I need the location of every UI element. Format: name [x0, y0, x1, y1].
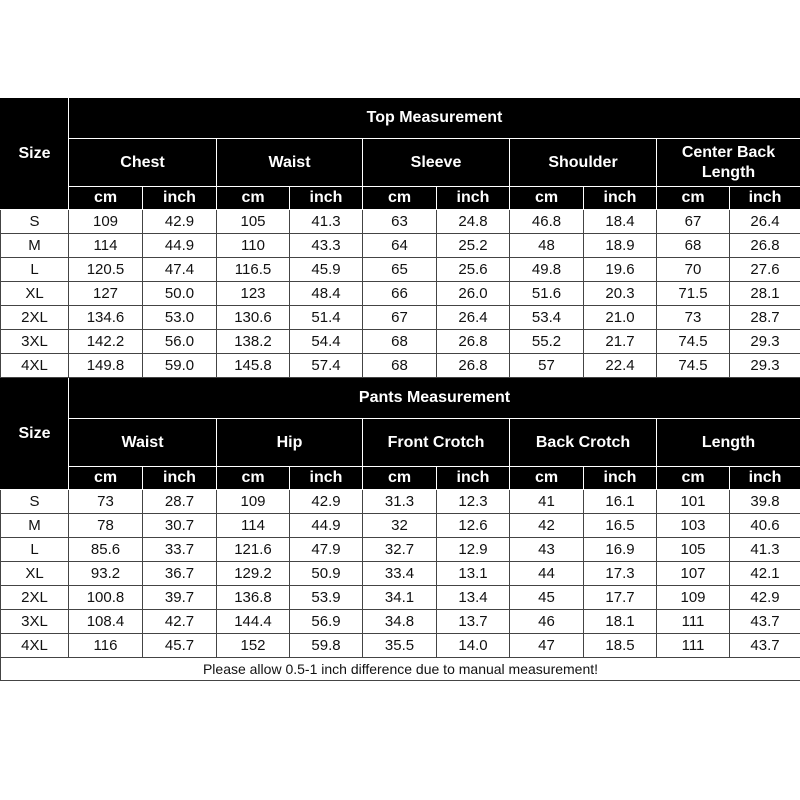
- value-cell: 47.9: [290, 538, 363, 562]
- value-cell: 43.7: [730, 610, 800, 634]
- value-cell: 67: [657, 210, 730, 234]
- value-cell: 42.7: [143, 610, 217, 634]
- value-cell: 17.7: [584, 586, 657, 610]
- value-cell: 35.5: [363, 634, 437, 658]
- value-cell: 144.4: [217, 610, 290, 634]
- value-cell: 18.5: [584, 634, 657, 658]
- value-cell: 64: [363, 234, 437, 258]
- value-cell: 114: [217, 514, 290, 538]
- value-cell: 136.8: [217, 586, 290, 610]
- top-unit-row: [1, 187, 800, 210]
- value-cell: 42.9: [290, 490, 363, 514]
- value-cell: 59.0: [143, 354, 217, 378]
- value-cell: 25.6: [437, 258, 510, 282]
- size-cell: L: [1, 258, 69, 282]
- value-cell: 100.8: [69, 586, 143, 610]
- value-cell: 57: [510, 354, 584, 378]
- top-size-header: Size: [1, 98, 69, 210]
- value-cell: 26.8: [437, 330, 510, 354]
- value-cell: 42.9: [730, 586, 800, 610]
- top-unit-inch: inch: [143, 187, 217, 210]
- value-cell: 93.2: [69, 562, 143, 586]
- top-unit-inch: inch: [290, 187, 363, 210]
- value-cell: 18.9: [584, 234, 657, 258]
- value-cell: 54.4: [290, 330, 363, 354]
- value-cell: 53.9: [290, 586, 363, 610]
- value-cell: 114: [69, 234, 143, 258]
- pants-unit-inch: inch: [290, 467, 363, 490]
- value-cell: 16.1: [584, 490, 657, 514]
- value-cell: 26.8: [437, 354, 510, 378]
- value-cell: 27.6: [730, 258, 800, 282]
- pants-unit-cm: cm: [510, 467, 584, 490]
- top-measurement-section: [1, 98, 800, 378]
- pants-group-header: Length: [657, 419, 800, 467]
- value-cell: 74.5: [657, 330, 730, 354]
- value-cell: 44.9: [143, 234, 217, 258]
- size-chart-table: [0, 97, 800, 681]
- table-row: [1, 610, 800, 634]
- size-cell: 4XL: [1, 634, 69, 658]
- value-cell: 65: [363, 258, 437, 282]
- value-cell: 134.6: [69, 306, 143, 330]
- top-group-header: Center Back Length: [657, 139, 800, 187]
- size-chart: [0, 97, 800, 681]
- top-unit-inch: inch: [730, 187, 800, 210]
- size-cell: S: [1, 490, 69, 514]
- value-cell: 28.7: [730, 306, 800, 330]
- value-cell: 68: [363, 330, 437, 354]
- value-cell: 21.7: [584, 330, 657, 354]
- value-cell: 40.6: [730, 514, 800, 538]
- value-cell: 33.4: [363, 562, 437, 586]
- value-cell: 13.4: [437, 586, 510, 610]
- value-cell: 47.4: [143, 258, 217, 282]
- pants-unit-inch: inch: [143, 467, 217, 490]
- value-cell: 42: [510, 514, 584, 538]
- pants-measurement-section: [1, 378, 800, 658]
- value-cell: 123: [217, 282, 290, 306]
- value-cell: 142.2: [69, 330, 143, 354]
- value-cell: 42.1: [730, 562, 800, 586]
- value-cell: 13.7: [437, 610, 510, 634]
- value-cell: 28.7: [143, 490, 217, 514]
- value-cell: 39.7: [143, 586, 217, 610]
- value-cell: 41.3: [290, 210, 363, 234]
- pants-size-header: Size: [1, 378, 69, 490]
- value-cell: 73: [69, 490, 143, 514]
- top-unit-cm: cm: [510, 187, 584, 210]
- value-cell: 116: [69, 634, 143, 658]
- value-cell: 127: [69, 282, 143, 306]
- top-group-header: Sleeve: [363, 139, 510, 187]
- value-cell: 26.4: [730, 210, 800, 234]
- top-group-header: Chest: [69, 139, 217, 187]
- value-cell: 47: [510, 634, 584, 658]
- value-cell: 120.5: [69, 258, 143, 282]
- value-cell: 103: [657, 514, 730, 538]
- value-cell: 43: [510, 538, 584, 562]
- pants-unit-cm: cm: [363, 467, 437, 490]
- value-cell: 12.3: [437, 490, 510, 514]
- value-cell: 129.2: [217, 562, 290, 586]
- measurement-note: Please allow 0.5-1 inch difference due to manual measurement!: [1, 658, 800, 681]
- value-cell: 16.5: [584, 514, 657, 538]
- value-cell: 45.7: [143, 634, 217, 658]
- value-cell: 74.5: [657, 354, 730, 378]
- table-row: [1, 562, 800, 586]
- table-row: [1, 234, 800, 258]
- top-unit-cm: cm: [69, 187, 143, 210]
- value-cell: 18.4: [584, 210, 657, 234]
- value-cell: 29.3: [730, 330, 800, 354]
- size-cell: L: [1, 538, 69, 562]
- value-cell: 149.8: [69, 354, 143, 378]
- size-cell: XL: [1, 282, 69, 306]
- size-cell: 4XL: [1, 354, 69, 378]
- value-cell: 121.6: [217, 538, 290, 562]
- value-cell: 50.0: [143, 282, 217, 306]
- value-cell: 20.3: [584, 282, 657, 306]
- table-row: [1, 330, 800, 354]
- size-cell: 3XL: [1, 610, 69, 634]
- value-cell: 34.8: [363, 610, 437, 634]
- top-unit-cm: cm: [217, 187, 290, 210]
- value-cell: 66: [363, 282, 437, 306]
- value-cell: 12.9: [437, 538, 510, 562]
- size-cell: M: [1, 234, 69, 258]
- value-cell: 78: [69, 514, 143, 538]
- pants-unit-cm: cm: [217, 467, 290, 490]
- value-cell: 55.2: [510, 330, 584, 354]
- value-cell: 70: [657, 258, 730, 282]
- value-cell: 19.6: [584, 258, 657, 282]
- value-cell: 109: [217, 490, 290, 514]
- value-cell: 46.8: [510, 210, 584, 234]
- value-cell: 63: [363, 210, 437, 234]
- value-cell: 53.4: [510, 306, 584, 330]
- table-row: [1, 586, 800, 610]
- value-cell: 109: [657, 586, 730, 610]
- value-cell: 51.4: [290, 306, 363, 330]
- value-cell: 43.3: [290, 234, 363, 258]
- note-section: [1, 658, 800, 681]
- value-cell: 39.8: [730, 490, 800, 514]
- value-cell: 26.0: [437, 282, 510, 306]
- value-cell: 30.7: [143, 514, 217, 538]
- value-cell: 18.1: [584, 610, 657, 634]
- pants-section-title: Pants Measurement: [69, 378, 800, 419]
- top-section-title: Top Measurement: [69, 98, 800, 139]
- value-cell: 46: [510, 610, 584, 634]
- table-row: [1, 634, 800, 658]
- value-cell: 116.5: [217, 258, 290, 282]
- pants-group-row: [1, 419, 800, 467]
- value-cell: 130.6: [217, 306, 290, 330]
- value-cell: 57.4: [290, 354, 363, 378]
- value-cell: 107: [657, 562, 730, 586]
- pants-unit-inch: inch: [730, 467, 800, 490]
- value-cell: 42.9: [143, 210, 217, 234]
- value-cell: 73: [657, 306, 730, 330]
- value-cell: 43.7: [730, 634, 800, 658]
- table-row: [1, 306, 800, 330]
- value-cell: 21.0: [584, 306, 657, 330]
- table-row: [1, 258, 800, 282]
- table-row: [1, 282, 800, 306]
- value-cell: 109: [69, 210, 143, 234]
- pants-group-header: Hip: [217, 419, 363, 467]
- value-cell: 49.8: [510, 258, 584, 282]
- value-cell: 111: [657, 634, 730, 658]
- value-cell: 68: [657, 234, 730, 258]
- pants-unit-inch: inch: [584, 467, 657, 490]
- value-cell: 108.4: [69, 610, 143, 634]
- pants-unit-cm: cm: [69, 467, 143, 490]
- value-cell: 32: [363, 514, 437, 538]
- value-cell: 29.3: [730, 354, 800, 378]
- table-row: [1, 490, 800, 514]
- pants-title-row: [1, 378, 800, 419]
- size-cell: 2XL: [1, 306, 69, 330]
- value-cell: 22.4: [584, 354, 657, 378]
- size-cell: XL: [1, 562, 69, 586]
- value-cell: 17.3: [584, 562, 657, 586]
- value-cell: 59.8: [290, 634, 363, 658]
- value-cell: 34.1: [363, 586, 437, 610]
- top-unit-cm: cm: [363, 187, 437, 210]
- top-unit-inch: inch: [584, 187, 657, 210]
- value-cell: 32.7: [363, 538, 437, 562]
- value-cell: 45.9: [290, 258, 363, 282]
- value-cell: 138.2: [217, 330, 290, 354]
- value-cell: 53.0: [143, 306, 217, 330]
- value-cell: 14.0: [437, 634, 510, 658]
- value-cell: 71.5: [657, 282, 730, 306]
- top-unit-inch: inch: [437, 187, 510, 210]
- value-cell: 50.9: [290, 562, 363, 586]
- value-cell: 26.8: [730, 234, 800, 258]
- size-cell: 3XL: [1, 330, 69, 354]
- top-group-row: [1, 139, 800, 187]
- pants-unit-inch: inch: [437, 467, 510, 490]
- value-cell: 41: [510, 490, 584, 514]
- value-cell: 152: [217, 634, 290, 658]
- pants-group-header: Back Crotch: [510, 419, 657, 467]
- value-cell: 12.6: [437, 514, 510, 538]
- value-cell: 26.4: [437, 306, 510, 330]
- value-cell: 24.8: [437, 210, 510, 234]
- value-cell: 51.6: [510, 282, 584, 306]
- value-cell: 67: [363, 306, 437, 330]
- value-cell: 36.7: [143, 562, 217, 586]
- value-cell: 85.6: [69, 538, 143, 562]
- top-title-row: [1, 98, 800, 139]
- value-cell: 31.3: [363, 490, 437, 514]
- value-cell: 45: [510, 586, 584, 610]
- value-cell: 101: [657, 490, 730, 514]
- table-row: [1, 538, 800, 562]
- size-cell: 2XL: [1, 586, 69, 610]
- value-cell: 25.2: [437, 234, 510, 258]
- value-cell: 111: [657, 610, 730, 634]
- value-cell: 105: [657, 538, 730, 562]
- value-cell: 16.9: [584, 538, 657, 562]
- value-cell: 48.4: [290, 282, 363, 306]
- pants-group-header: Waist: [69, 419, 217, 467]
- value-cell: 110: [217, 234, 290, 258]
- value-cell: 145.8: [217, 354, 290, 378]
- value-cell: 68: [363, 354, 437, 378]
- size-cell: M: [1, 514, 69, 538]
- value-cell: 33.7: [143, 538, 217, 562]
- table-row: [1, 210, 800, 234]
- value-cell: 13.1: [437, 562, 510, 586]
- top-group-header: Shoulder: [510, 139, 657, 187]
- value-cell: 28.1: [730, 282, 800, 306]
- pants-unit-cm: cm: [657, 467, 730, 490]
- pants-unit-row: [1, 467, 800, 490]
- size-cell: S: [1, 210, 69, 234]
- value-cell: 56.9: [290, 610, 363, 634]
- value-cell: 41.3: [730, 538, 800, 562]
- value-cell: 105: [217, 210, 290, 234]
- pants-group-header: Front Crotch: [363, 419, 510, 467]
- table-row: [1, 354, 800, 378]
- value-cell: 44.9: [290, 514, 363, 538]
- top-group-header: Waist: [217, 139, 363, 187]
- table-row: [1, 514, 800, 538]
- top-unit-cm: cm: [657, 187, 730, 210]
- value-cell: 48: [510, 234, 584, 258]
- value-cell: 44: [510, 562, 584, 586]
- value-cell: 56.0: [143, 330, 217, 354]
